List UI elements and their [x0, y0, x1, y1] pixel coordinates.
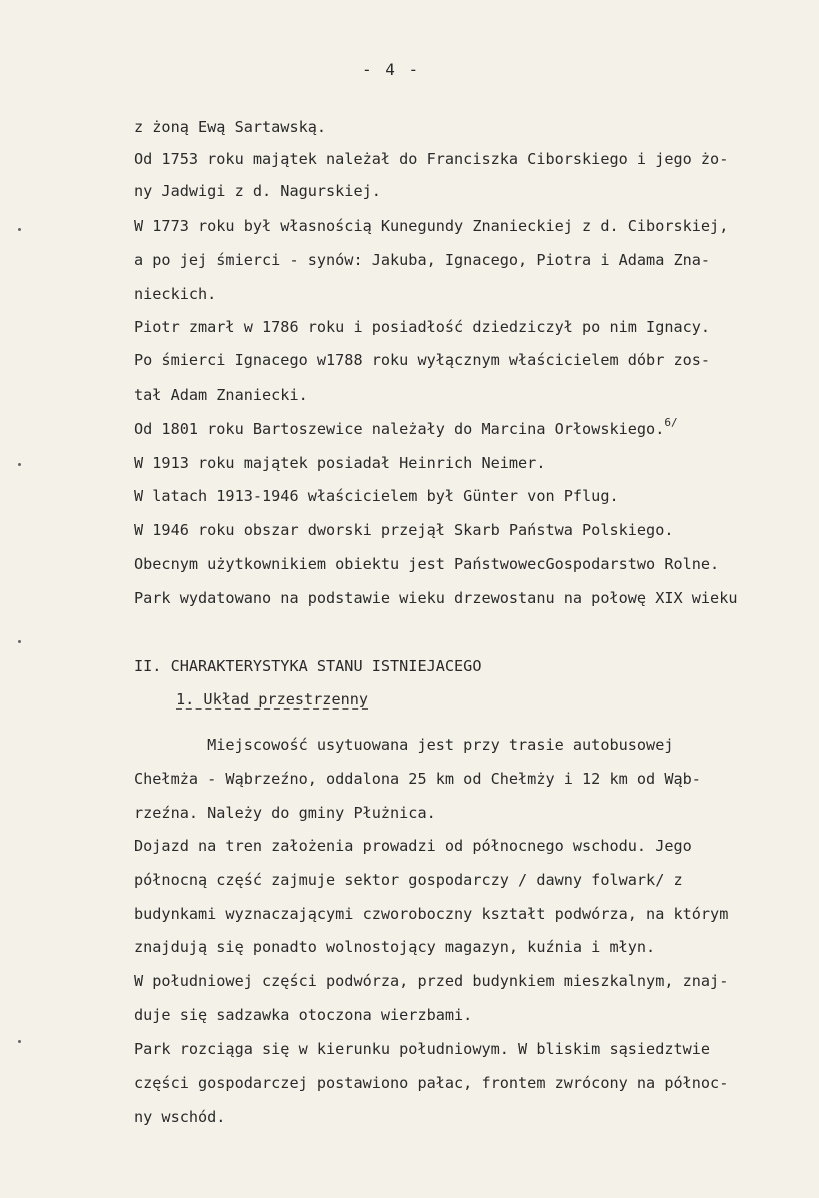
description-line: części gospodarczej postawiono pałac, frontem zwrócony na północ- — [134, 1074, 729, 1092]
description-line: północną część zajmuje sektor gospodarczy / dawny folwark/ z — [134, 871, 683, 889]
description-line: W południowej części podwórza, przed budynkiem mieszkalnym, znaj- — [134, 972, 729, 990]
section-heading: II. CHARAKTERYSTYKA STANU ISTNIEJACEGO — [134, 657, 482, 675]
description-line: budynkami wyznaczającymi czworoboczny kształt podwórza, na którym — [134, 905, 729, 923]
description-line: Dojazd na tren założenia prowadzi od północnego wschodu. Jego — [134, 837, 692, 855]
margin-mark — [18, 463, 21, 466]
description-line: ny wschód. — [134, 1108, 226, 1126]
history-line: W 1773 roku był własnością Kunegundy Znanieckiej z d. Ciborskiej, — [134, 217, 729, 235]
description-line: duje się sadzawka otoczona wierzbami. — [134, 1006, 473, 1024]
subsection-heading: 1. Układ przestrzenny — [176, 690, 369, 708]
footnote-reference: 6/ — [664, 416, 678, 429]
history-line: z żoną Ewą Sartawską. — [134, 118, 327, 136]
history-line: W 1913 roku majątek posiadał Heinrich Neimer. — [134, 454, 546, 472]
description-line: Chełmża - Wąbrzeźno, oddalona 25 km od Chełmży i 12 km od Wąb- — [134, 770, 701, 788]
description-line: Miejscowość usytuowana jest przy trasie autobusowej — [134, 736, 674, 754]
page-number: - 4 - — [362, 60, 421, 79]
description-line: Park rozciąga się w kierunku południowym. W bliskim sąsiedztwie — [134, 1040, 711, 1058]
history-line: Obecnym użytkownikiem obiektu jest PaństwowecGospodarstwo Rolne. — [134, 555, 720, 573]
margin-mark — [18, 228, 21, 231]
history-line: nieckich. — [134, 285, 217, 303]
history-line: Od 1753 roku majątek należał do Franciszka Ciborskiego i jego żo- — [134, 150, 729, 168]
margin-mark — [18, 640, 21, 643]
description-line: rzeźna. Należy do gminy Płużnica. — [134, 804, 436, 822]
history-line: Po śmierci Ignacego w1788 roku wyłącznym właścicielem dóbr zos- — [134, 351, 711, 369]
history-line-with-footnote — [134, 416, 678, 441]
history-line: W latach 1913-1946 właścicielem był Günter von Pflug. — [134, 487, 619, 505]
description-line: znajdują się ponadto wolnostojący magazyn, kuźnia i młyn. — [134, 938, 656, 956]
margin-mark — [18, 1040, 21, 1043]
history-line: Park wydatowano na podstawie wieku drzewostanu na połowę XIX wieku — [134, 589, 738, 607]
history-line: ny Jadwigi z d. Nagurskiej. — [134, 182, 381, 200]
history-line: W 1946 roku obszar dworski przejął Skarb Państwa Polskiego. — [134, 521, 674, 539]
history-line: a po jej śmierci - synów: Jakuba, Ignacego, Piotra i Adama Zna- — [134, 251, 711, 269]
history-line: Piotr zmarł w 1786 roku i posiadłość dziedziczył po nim Ignacy. — [134, 318, 711, 336]
history-line-text: Od 1801 roku Bartoszewice należały do Marcina Orłowskiego. — [134, 420, 665, 438]
history-line: tał Adam Znaniecki. — [134, 386, 308, 404]
